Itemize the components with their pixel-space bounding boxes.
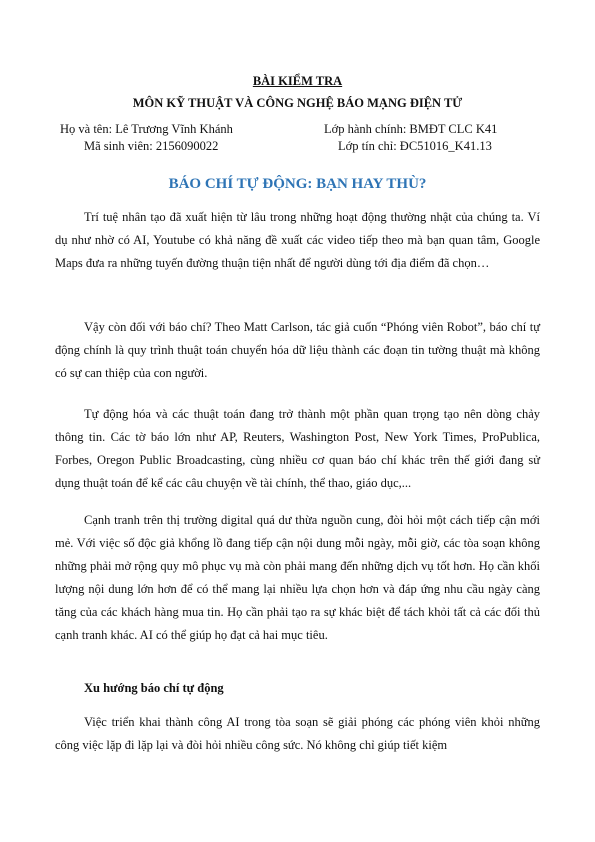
admin-class: Lớp hành chính: BMĐT CLC K41	[324, 122, 498, 136]
paragraph-5: Việc triển khai thành công AI trong tòa soạn sẽ giải phóng các phóng viên khỏi những công việc lặp đi lặp lại và đòi hỏi nhiều công sức. Nó không chỉ giúp tiết kiệm	[55, 715, 540, 752]
paragraph-3: Tự động hóa và các thuật toán đang trở thành một phần quan trọng tạo nên dòng chảy thông tin. Các tờ báo lớn như AP, Reuters, Washington Post, New York Times, ProPublica, Forbes, Oregon Public Broadcasting, cùng nhiều cơ quan báo chí khác trên thế giới đang sử dụng thuật toán để kể các câu chuyện về tài chính, thể thao, giáo dục,...	[55, 407, 540, 490]
student-name: Họ và tên: Lê Trương Vĩnh Khánh	[60, 122, 233, 136]
section-subheading: Xu hướng báo chí tự động	[84, 681, 224, 695]
article-heading: BÁO CHÍ TỰ ĐỘNG: BẠN HAY THÙ?	[168, 176, 427, 192]
paragraph-4: Cạnh tranh trên thị trường digital quá dư thừa nguồn cung, đòi hỏi một cách tiếp cận mới mẻ. Với việc số độc giả khổng lồ đang tiếp cận nội dung mỗi ngày, mỗi giờ, các tòa soạn không những phải mở rộng quy mô phục vụ mà còn phải mang đến những dịch vụ tốt hơn. Họ cần khối lượng nội dung lớn hơn để có thể mang lại nhiều lựa chọn hơn và đáp ứng nhu cầu ngày càng tăng của các khách hàng mua tin. Họ cần phải tạo ra sự khác biệt để tách khỏi tất cả các đối thủ cạnh tranh khác. AI có thể giúp họ đạt cả hai mục tiêu.	[55, 513, 540, 642]
exam-title: BÀI KIỂM TRA	[252, 74, 343, 88]
student-id: Mã sinh viên: 2156090022	[84, 139, 219, 153]
paragraph-2: Vậy còn đối với báo chí? Theo Matt Carlson, tác giả cuốn “Phóng viên Robot”, báo chí tự động chính là quy trình thuật toán chuyển hóa dữ liệu thành các đoạn tin tường thuật mà không có sự can thiệp của con người.	[55, 320, 540, 380]
paragraph-1: Trí tuệ nhân tạo đã xuất hiện từ lâu trong những hoạt động thường nhật của chúng ta. Ví dụ như nhờ có AI, Youtube có khả năng đề xuất các video tiếp theo mà bạn quan tâm, Google Maps đưa ra những tuyến đường thuận tiện nhất để người dùng tới địa điểm đã chọn…	[55, 210, 540, 270]
subject-title: MÔN KỸ THUẬT VÀ CÔNG NGHỆ BÁO MẠNG ĐIỆN TỬ	[132, 96, 463, 110]
credit-class: Lớp tín chỉ: ĐC51016_K41.13	[338, 139, 492, 153]
